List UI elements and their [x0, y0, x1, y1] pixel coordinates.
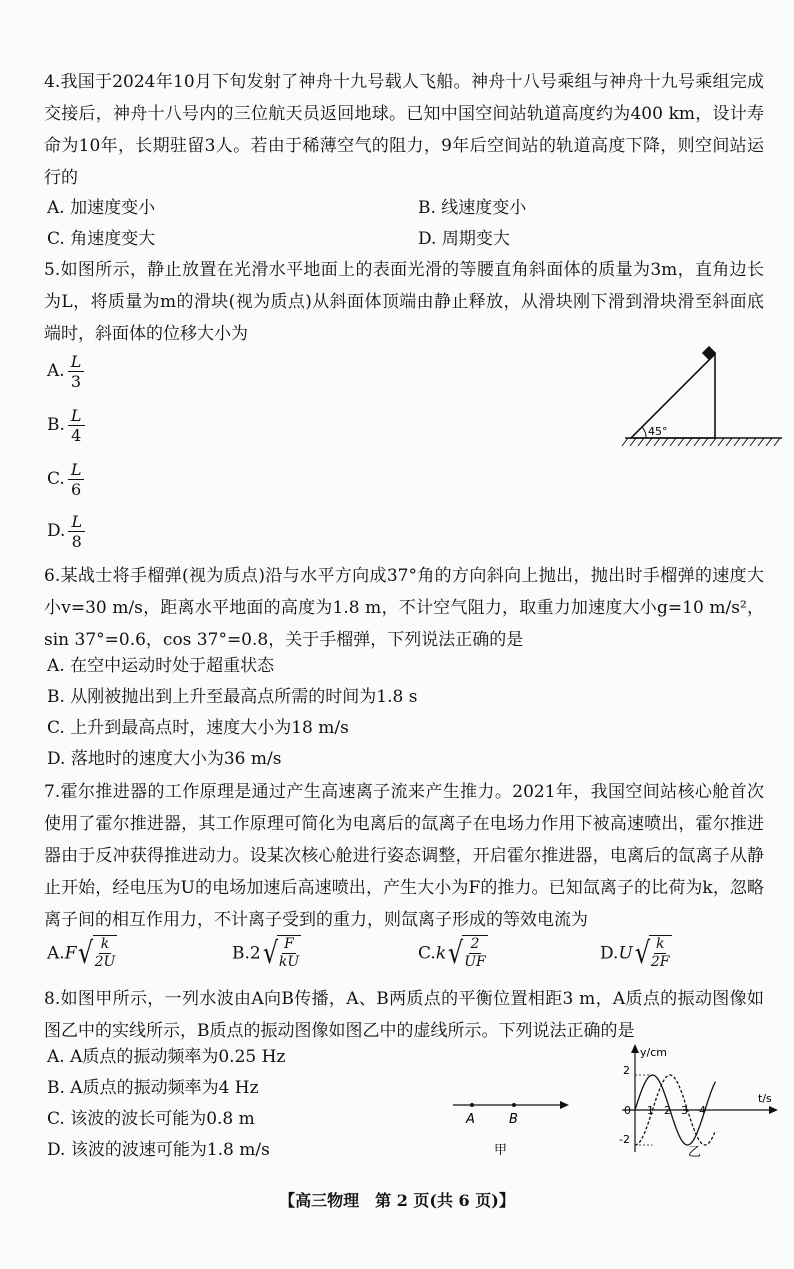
q4-option-b: B. 线速度变小 — [418, 198, 527, 218]
q4-option-c: C. 角速度变大 — [47, 229, 156, 249]
q7-option-a-coef: F — [64, 943, 77, 964]
incline-diagram — [620, 340, 790, 455]
question-4 — [44, 66, 764, 194]
x-tick-0: 0 — [624, 1104, 631, 1117]
y-axis-arrow — [631, 1044, 639, 1053]
q6-option-d: D. 落地时的速度大小为36 m/s — [47, 749, 282, 769]
question-8-stem: 8.如图甲所示，一列水波由A向B传播，A、B两质点的平衡位置相距3 m，A质点的振动图像如图乙中的实线所示，B质点的振动图像如图乙中的虚线所示。下列说法正确的是 — [44, 989, 764, 1041]
q5-option-d — [47, 512, 85, 551]
x-tick-2: 2 — [664, 1104, 671, 1117]
q7-option-d-sqrt: √ $\frac{k}{2F}$ — [634, 936, 670, 971]
q4-option-a: A. 加速度变小 — [47, 198, 156, 218]
q6-option-a: A. 在空中运动时处于超重状态 — [47, 656, 275, 676]
q7-option-b-label: B. — [232, 943, 250, 964]
q5-option-d-label: D. — [47, 521, 66, 541]
angle-arc — [642, 427, 646, 438]
q5-option-b-fraction — [68, 406, 85, 445]
q5-option-a — [47, 352, 84, 391]
y-axis-label: y/cm — [640, 1046, 667, 1059]
q8-option-a: A. A质点的振动频率为0.25 Hz — [47, 1047, 286, 1067]
q8-option-c: C. 该波的波长可能为0.8 m — [47, 1109, 255, 1129]
numerator: L — [68, 512, 85, 532]
q5-option-c — [47, 460, 84, 499]
denominator: 2F — [650, 954, 670, 970]
q8-option-d: D. 该波的波速可能为1.8 m/s — [47, 1140, 270, 1160]
q5-option-b-label: B. — [47, 415, 65, 435]
q6-option-b: B. 从刚被抛出到上升至最高点所需的时间为1.8 s — [47, 687, 418, 707]
arrow-head — [560, 1101, 569, 1109]
x-tick-4: 4 — [699, 1104, 706, 1117]
q7-option-a — [47, 935, 117, 973]
x-axis-arrow — [769, 1106, 778, 1114]
page-footer: 【高三物理 第 2 页(共 6 页)】 — [279, 1191, 515, 1210]
slider-block — [702, 346, 716, 360]
question-6 — [44, 560, 764, 656]
question-4-stem: 4.我国于2024年10月下旬发射了神舟十九号载人飞船。神舟十八号乘组与神舟十九号乘组完成交接后，神舟十八号内的三位航天员返回地球。已知中国空间站轨道高度约为400 km，设计寿命为10年，长期驻留3人。若由于稀薄空气的阻力，9年后空间站的轨道高度下降，则空间站运行的 — [44, 72, 764, 188]
point-b-label: B — [509, 1112, 518, 1127]
figure-jia — [448, 1092, 578, 1162]
q7-option-b-sqrt: √ $\frac{F}{kU}$ — [262, 936, 300, 971]
point-a-dot — [470, 1103, 474, 1107]
q6-option-c: C. 上升到最高点时，速度大小为18 m/s — [47, 718, 349, 738]
denominator: 6 — [71, 480, 82, 499]
q7-option-a-sqrt: √ $\frac{k}{2U}$ — [78, 936, 116, 971]
numerator: L — [68, 406, 85, 426]
y-tick-neg2: -2 — [619, 1133, 630, 1146]
angle-label: 45° — [648, 425, 668, 438]
q7-option-c-label: C. — [418, 943, 436, 964]
denominator: 8 — [71, 532, 82, 551]
q8-option-b: B. A质点的振动频率为4 Hz — [47, 1078, 259, 1098]
denominator: UF — [464, 954, 486, 970]
q7-option-d-label: D. — [600, 943, 619, 964]
question-8 — [44, 983, 764, 1047]
denominator: 4 — [71, 426, 82, 445]
figure-yi-chart — [600, 1040, 785, 1160]
q7-option-c — [418, 935, 488, 973]
q7-option-b — [232, 935, 301, 973]
denominator: 2U — [94, 954, 116, 970]
numerator: k — [100, 936, 110, 952]
q5-option-c-label: C. — [47, 469, 65, 489]
q5-option-a-fraction — [68, 352, 85, 391]
incline-body — [631, 354, 715, 438]
q7-option-d-coef: U — [618, 943, 633, 964]
q7-option-a-label: A. — [47, 943, 65, 964]
point-a-label: A — [466, 1112, 475, 1127]
q4-option-d: D. 周期变大 — [418, 229, 510, 249]
figure-jia-caption: 甲 — [494, 1143, 508, 1158]
question-7-stem: 7.霍尔推进器的工作原理是通过产生高速离子流来产生推力。2021年，我国空间站核心舱首次使用了霍尔推进器，其工作原理可简化为电离后的氙离子在电场力作用下被高速喷出，霍尔推进器由于反冲获得推进动力。设某次核心舱进行姿态调整，开启霍尔推进器，电离后的氙离子从静止开始，经电压为U的电场加速后高速喷出，产生大小为F的推力。已知氙离子的比荷为k，忽略离子间的相互作用力，不计离子受到的重力，则氙离子形成的等效电流为 — [44, 782, 764, 930]
figure-yi-caption: 乙 — [688, 1145, 702, 1160]
question-6-stem: 6.某战士将手榴弹(视为质点)沿与水平方向成37°角的方向斜向上抛出，抛出时手榴弹的速度大小v=30 m/s，距离水平地面的高度为1.8 m，不计空气阻力，取重力加速度大小g=10 m/s²，sin 37°=0.6，cos 37°=0.8，关于手榴弹，下列说法正确的是 — [44, 566, 764, 650]
q5-option-c-fraction — [68, 460, 85, 499]
x-tick-3: 3 — [681, 1104, 688, 1117]
q7-option-c-sqrt: √ $\frac{2}{UF}$ — [448, 936, 486, 971]
numerator: L — [68, 460, 85, 480]
denominator: kU — [278, 954, 300, 970]
q7-option-d — [600, 935, 672, 973]
numerator: L — [68, 352, 85, 372]
q7-option-c-coef: k — [435, 943, 447, 964]
q5-option-a-label: A. — [47, 361, 65, 381]
numerator: k — [655, 936, 665, 952]
question-5 — [44, 254, 764, 350]
denominator: 3 — [70, 372, 82, 391]
numerator: F — [284, 936, 294, 952]
q5-option-d-fraction — [68, 512, 85, 551]
question-7 — [44, 776, 764, 936]
q7-option-b-coef: 2 — [249, 943, 261, 964]
x-axis-label: t/s — [758, 1092, 772, 1105]
point-b-dot — [512, 1103, 516, 1107]
y-tick-2: 2 — [623, 1064, 630, 1077]
numerator: 2 — [470, 936, 480, 952]
question-5-stem: 5.如图所示，静止放置在光滑水平地面上的表面光滑的等腰直角斜面体的质量为3m，直角边长为L，将质量为m的滑块(视为质点)从斜面体顶端由静止释放，从滑块刚下滑到滑块滑至斜面底端时，斜面体的位移大小为 — [44, 260, 764, 344]
q5-option-b — [47, 406, 85, 445]
x-tick-1: 1 — [647, 1104, 654, 1117]
ground-hatch — [622, 438, 780, 446]
